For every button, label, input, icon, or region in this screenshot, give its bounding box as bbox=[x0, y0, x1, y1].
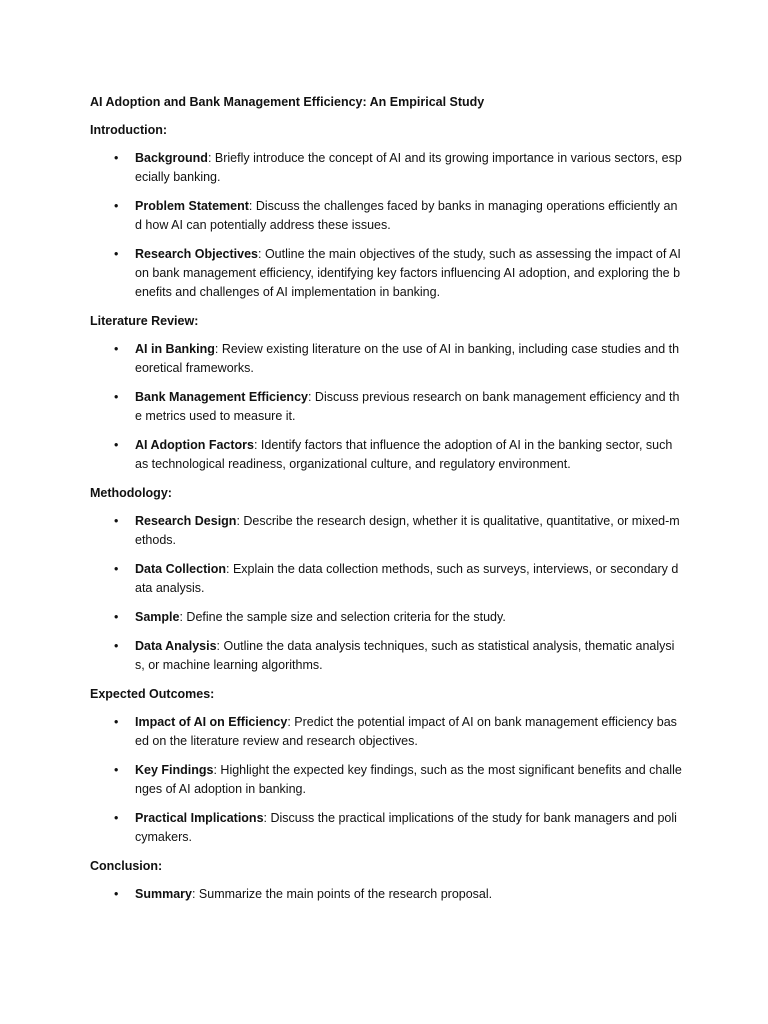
bullet-icon: • bbox=[114, 763, 119, 777]
list-item-term: AI in Banking bbox=[135, 342, 215, 356]
list-item-text: : Describe the research design, whether it is qualitative, quantitative, or mixed-methods. bbox=[135, 514, 680, 547]
list-item-term: Data Analysis bbox=[135, 639, 217, 653]
list-item-term: Research Objectives bbox=[135, 247, 258, 261]
list-item-text: : Highlight the expected key findings, such as the most significant benefits and challenges of AI adoption in banking. bbox=[135, 763, 682, 796]
section-heading: Literature Review: bbox=[90, 314, 199, 328]
bullet-icon: • bbox=[114, 811, 119, 825]
list-item bbox=[90, 436, 682, 474]
document-page bbox=[90, 93, 682, 914]
list-item-text: : Briefly introduce the concept of AI and its growing importance in various sectors, especially banking. bbox=[135, 151, 682, 184]
list-item-term: Practical Implications bbox=[135, 811, 264, 825]
list-item bbox=[90, 560, 682, 598]
list-item-text: : Identify factors that influence the adoption of AI in the banking sector, such as technological readiness, organizational culture, and regulatory environment. bbox=[135, 438, 673, 471]
bullet-list bbox=[90, 885, 682, 904]
bullet-icon: • bbox=[114, 151, 119, 165]
section-expected-outcomes bbox=[90, 685, 682, 847]
section-literature-review bbox=[90, 312, 682, 474]
list-item-text: : Explain the data collection methods, such as surveys, interviews, or secondary data analysis. bbox=[135, 562, 679, 595]
list-item-term: Summary bbox=[135, 887, 192, 901]
list-item-term: Sample bbox=[135, 610, 180, 624]
section-conclusion bbox=[90, 857, 682, 904]
list-item-text: : Outline the data analysis techniques, such as statistical analysis, thematic analysis, or machine learning algorithms. bbox=[135, 639, 675, 672]
bullet-icon: • bbox=[114, 887, 119, 901]
bullet-list bbox=[90, 713, 682, 847]
bullet-icon: • bbox=[114, 514, 119, 528]
bullet-icon: • bbox=[114, 199, 119, 213]
list-item bbox=[90, 637, 682, 675]
section-introduction bbox=[90, 121, 682, 302]
list-item bbox=[90, 340, 682, 378]
list-item-term: Key Findings bbox=[135, 763, 214, 777]
list-item-term: Bank Management Efficiency bbox=[135, 390, 308, 404]
list-item-text: : Discuss previous research on bank management efficiency and the metrics used to measure it. bbox=[135, 390, 680, 423]
bullet-icon: • bbox=[114, 438, 119, 452]
bullet-icon: • bbox=[114, 715, 119, 729]
list-item bbox=[90, 885, 682, 904]
bullet-icon: • bbox=[114, 610, 119, 624]
bullet-icon: • bbox=[114, 390, 119, 404]
bullet-icon: • bbox=[114, 247, 119, 261]
bullet-list bbox=[90, 149, 682, 302]
list-item bbox=[90, 149, 682, 187]
list-item-text: : Outline the main objectives of the study, such as assessing the impact of AI on bank management efficiency, identifying key factors influencing AI adoption, and exploring the benefits and challenges of AI implementation in banking. bbox=[135, 247, 681, 299]
list-item-text: : Define the sample size and selection criteria for the study. bbox=[179, 610, 506, 624]
bullet-icon: • bbox=[114, 342, 119, 356]
list-item bbox=[90, 608, 682, 627]
bullet-icon: • bbox=[114, 639, 119, 653]
list-item-term: Data Collection bbox=[135, 562, 226, 576]
list-item bbox=[90, 761, 682, 799]
list-item-term: Background bbox=[135, 151, 208, 165]
list-item-term: Research Design bbox=[135, 514, 237, 528]
list-item-text: : Review existing literature on the use of AI in banking, including case studies and theoretical frameworks. bbox=[135, 342, 680, 375]
list-item bbox=[90, 388, 682, 426]
list-item-term: Impact of AI on Efficiency bbox=[135, 715, 288, 729]
list-item-term: Problem Statement bbox=[135, 199, 249, 213]
list-item-text: : Discuss the practical implications of the study for bank managers and policymakers. bbox=[135, 811, 677, 844]
section-heading: Introduction: bbox=[90, 123, 168, 137]
bullet-icon: • bbox=[114, 562, 119, 576]
list-item bbox=[90, 809, 682, 847]
section-methodology bbox=[90, 484, 682, 675]
list-item bbox=[90, 713, 682, 751]
list-item-text: : Summarize the main points of the research proposal. bbox=[191, 887, 493, 901]
document-title: AI Adoption and Bank Management Efficiency: An Empirical Study bbox=[90, 95, 485, 109]
list-item bbox=[90, 245, 682, 302]
list-item bbox=[90, 197, 682, 235]
bullet-list bbox=[90, 512, 682, 675]
list-item-term: AI Adoption Factors bbox=[135, 438, 254, 452]
section-heading: Expected Outcomes: bbox=[90, 687, 215, 701]
section-heading: Conclusion: bbox=[90, 859, 163, 873]
list-item-text: : Predict the potential impact of AI on bank management efficiency based on the literature review and research objectives. bbox=[135, 715, 677, 748]
bullet-list bbox=[90, 340, 682, 474]
list-item-text: : Discuss the challenges faced by banks in managing operations efficiently and how AI can potentially address these issues. bbox=[135, 199, 678, 232]
section-heading: Methodology: bbox=[90, 486, 172, 500]
list-item bbox=[90, 512, 682, 550]
